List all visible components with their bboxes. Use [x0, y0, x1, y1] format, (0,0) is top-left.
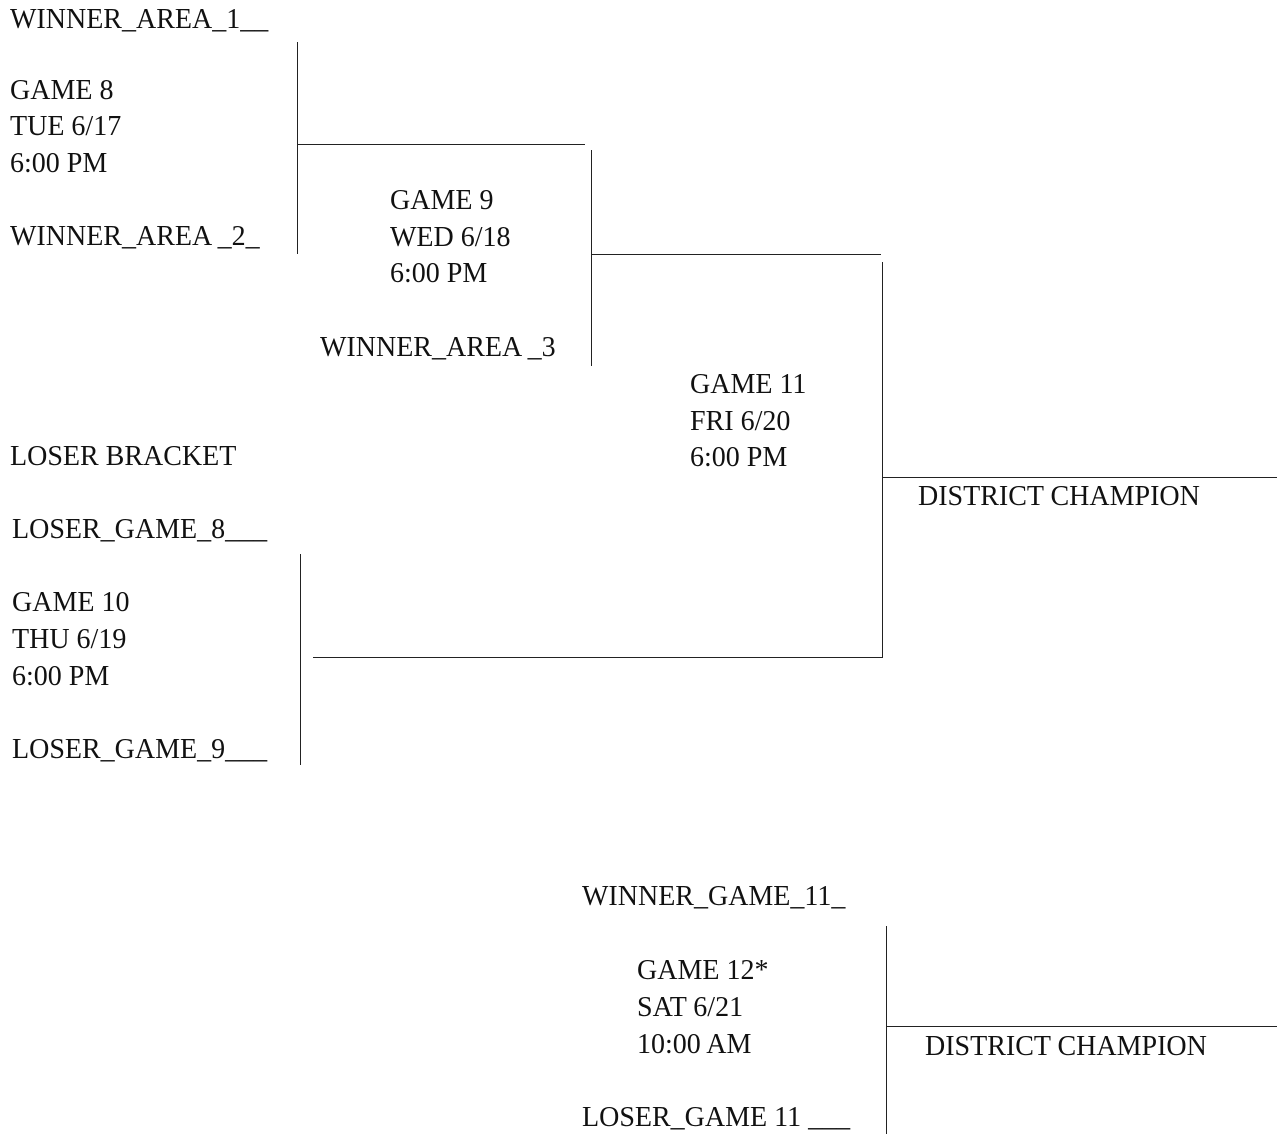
game-12-time: 10:00 AM — [637, 1029, 752, 1060]
game-12-champion-line — [886, 1026, 1277, 1027]
game-10-bracket-line — [300, 554, 301, 765]
game-12-bracket-line — [886, 926, 887, 1134]
game-12-name: GAME 12* — [637, 955, 769, 986]
game-8-time: 6:00 PM — [10, 148, 108, 179]
game-11-champion-line — [882, 477, 1277, 478]
game-10-time: 6:00 PM — [12, 661, 110, 692]
game-11-bracket-line — [882, 262, 883, 658]
game-10-day: THU 6/19 — [12, 624, 127, 655]
game-11-time: 6:00 PM — [690, 442, 788, 473]
district-champion-label-1: DISTRICT CHAMPION — [918, 481, 1200, 512]
game-11-name: GAME 11 — [690, 369, 807, 400]
game-9-time: 6:00 PM — [390, 258, 488, 289]
game-10-advance-line — [313, 657, 883, 658]
game-8-day: TUE 6/17 — [10, 111, 122, 142]
winner-area-2-label: WINNER_AREA _2_ — [10, 221, 260, 252]
game-9-bracket-line — [591, 150, 592, 366]
game-9-advance-line — [591, 254, 881, 255]
winner-game-11-label: WINNER_GAME_11_ — [582, 881, 846, 912]
loser-game-8-label: LOSER_GAME_8___ — [12, 514, 268, 545]
loser-game-9-label: LOSER_GAME_9___ — [12, 734, 268, 765]
game-8-advance-line — [297, 144, 585, 145]
game-11-day: FRI 6/20 — [690, 406, 791, 437]
game-8-bracket-line — [297, 42, 298, 254]
game-8-name: GAME 8 — [10, 75, 114, 106]
district-champion-label-2: DISTRICT CHAMPION — [925, 1031, 1207, 1062]
loser-bracket-heading: LOSER BRACKET — [10, 441, 237, 472]
game-9-name: GAME 9 — [390, 185, 494, 216]
winner-area-3-label: WINNER_AREA _3 — [320, 332, 556, 363]
winner-area-1-label: WINNER_AREA_1__ — [10, 4, 269, 35]
game-10-name: GAME 10 — [12, 587, 130, 618]
game-12-day: SAT 6/21 — [637, 992, 744, 1023]
loser-game-11-label: LOSER_GAME 11 ___ — [582, 1102, 851, 1133]
game-9-day: WED 6/18 — [390, 222, 511, 253]
